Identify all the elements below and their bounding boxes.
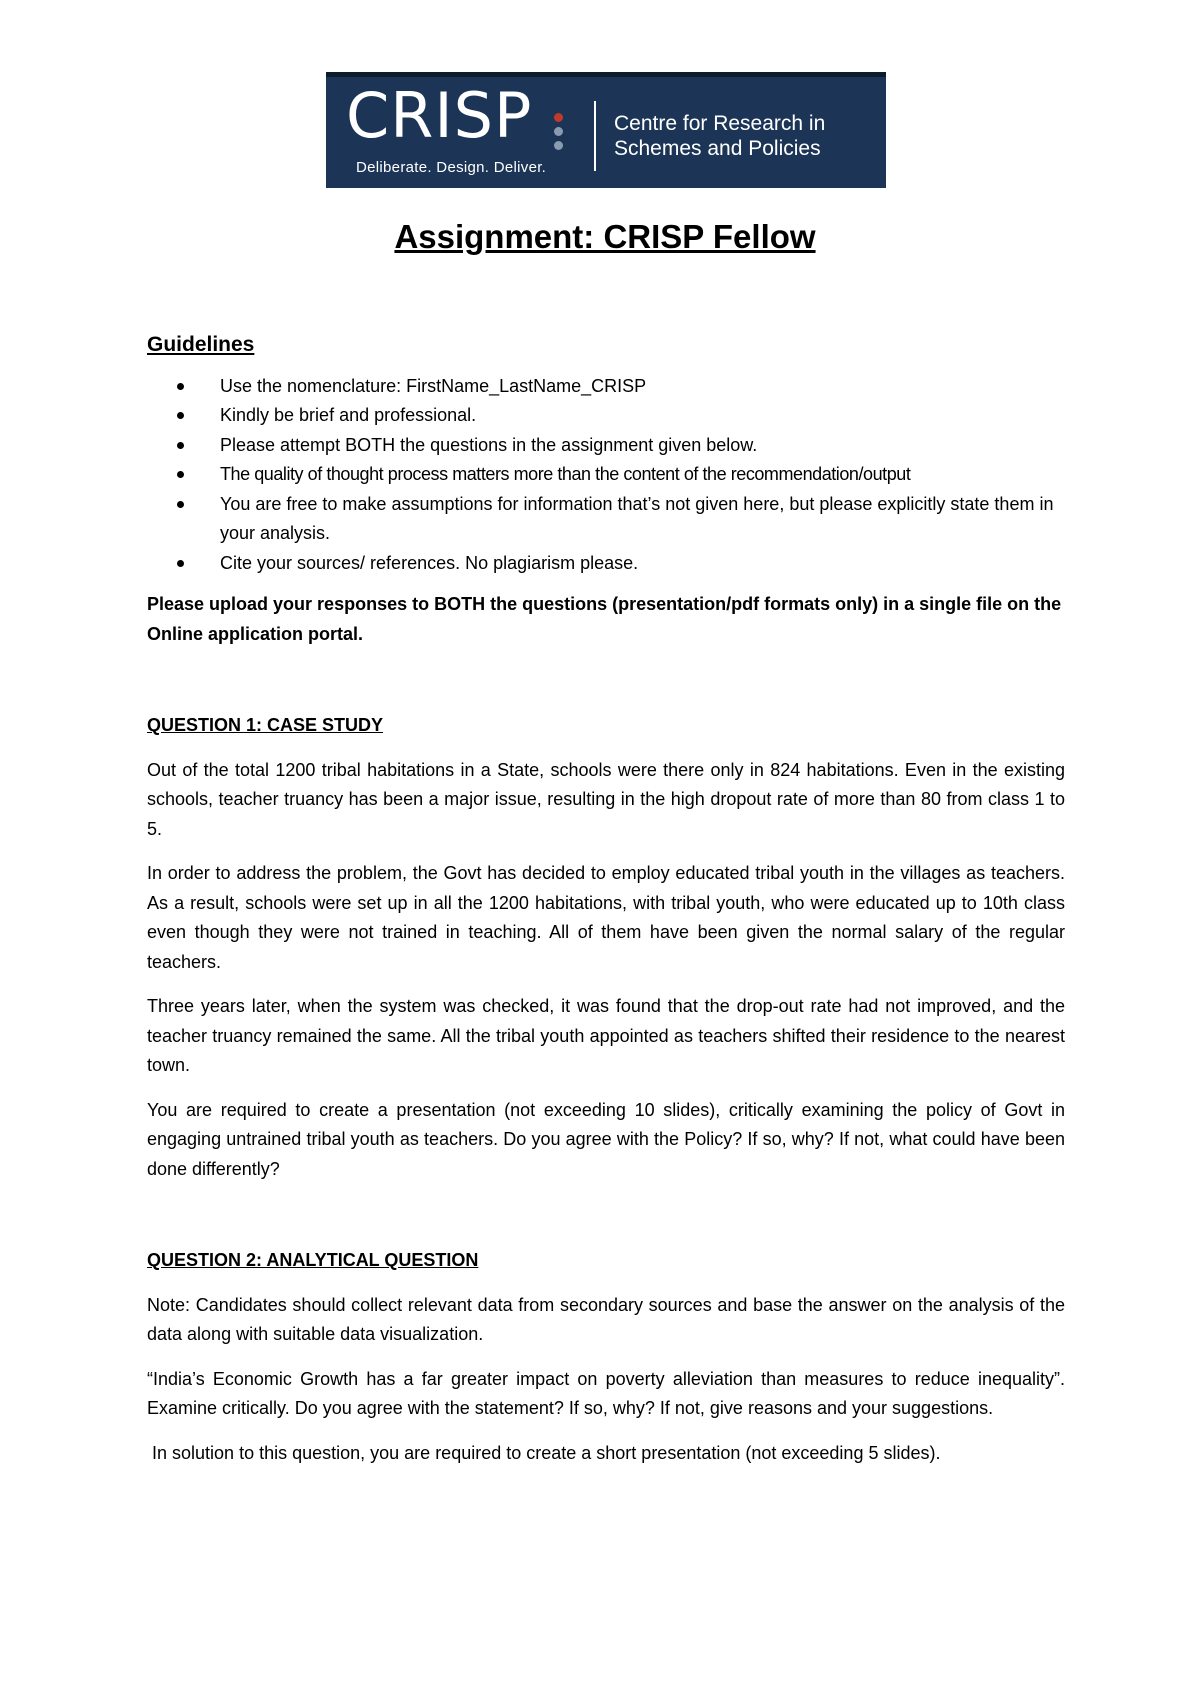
question1-paragraph: In order to address the problem, the Govt has decided to employ educated tribal youth in the villages as teachers. As a result, schools were set up in all the 1200 habitations, with tribal youth, who were educated up to 10th class even though they were not trained in teaching. All of them have been given the normal salary of the regular teachers.: [147, 863, 1065, 972]
question2-paragraph: In solution to this question, you are required to create a short presentation (not exceeding 5 slides).: [147, 1442, 941, 1463]
logo-org-line2: Schemes and Policies: [614, 137, 821, 160]
logo-dot-top: [554, 113, 563, 122]
logo-dots-icon: [554, 113, 564, 155]
logo-tagline: Deliberate. Design. Deliver.: [356, 159, 547, 176]
logo-dot-bottom: [554, 141, 563, 150]
list-item: Use the nomenclature: FirstName_LastName_CRISP: [220, 372, 1065, 402]
document-body: [147, 330, 1065, 1483]
question2-heading: QUESTION 2: ANALYTICAL QUESTION: [147, 1250, 479, 1270]
list-item: Cite your sources/ references. No plagiarism please.: [220, 549, 1065, 579]
logo-divider: [594, 101, 596, 171]
list-item: Please attempt BOTH the questions in the assignment given below.: [220, 431, 1065, 461]
upload-note: Please upload your responses to BOTH the questions (presentation/pdf formats only) in a single file on the Online application portal.: [147, 594, 1062, 644]
logo-wordmark: CRISP: [346, 79, 533, 152]
question2-paragraph: Note: Candidates should collect relevant data from secondary sources and base the answer on the analysis of the data along with suitable data visualization.: [147, 1294, 1065, 1344]
question2-paragraph: “India’s Economic Growth has a far greater impact on poverty alleviation than measures to reduce inequality”. Examine critically. Do you agree with the statement? If so, why? If not, give reasons and your suggestions.: [147, 1368, 1065, 1418]
crisp-logo: [326, 72, 886, 188]
question1-heading: QUESTION 1: CASE STUDY: [147, 715, 384, 735]
logo-org-name: [614, 111, 825, 161]
logo-org-line1: Centre for Research in: [614, 112, 826, 135]
logo-dot-middle: [554, 127, 563, 136]
list-item: The quality of thought process matters more than the content of the recommendation/output: [220, 460, 1065, 490]
page-title: Assignment: CRISP Fellow: [394, 218, 816, 255]
guidelines-heading: Guidelines: [147, 333, 255, 356]
question1-paragraph: You are required to create a presentation (not exceeding 10 slides), critically examining the policy of Govt in engaging untrained tribal youth as teachers. Do you agree with the Policy? If so, why? If not, what could have been done differently?: [147, 1099, 1065, 1179]
question1-paragraph: Out of the total 1200 tribal habitations in a State, schools were there only in 824 habitations. Even in the existing schools, teacher truancy has been a major issue, resulting in the high dropout rate of more than 80 from class 1 to 5.: [147, 759, 1065, 839]
list-item: You are free to make assumptions for information that’s not given here, but please explicitly state them in your analysis.: [220, 490, 1065, 549]
guidelines-list: [147, 372, 1065, 579]
list-item: Kindly be brief and professional.: [220, 401, 1065, 431]
question1-paragraph: Three years later, when the system was checked, it was found that the drop-out rate had not improved, and the teacher truancy remained the same. All the tribal youth appointed as teachers shifted their residence to the nearest town.: [147, 996, 1065, 1075]
